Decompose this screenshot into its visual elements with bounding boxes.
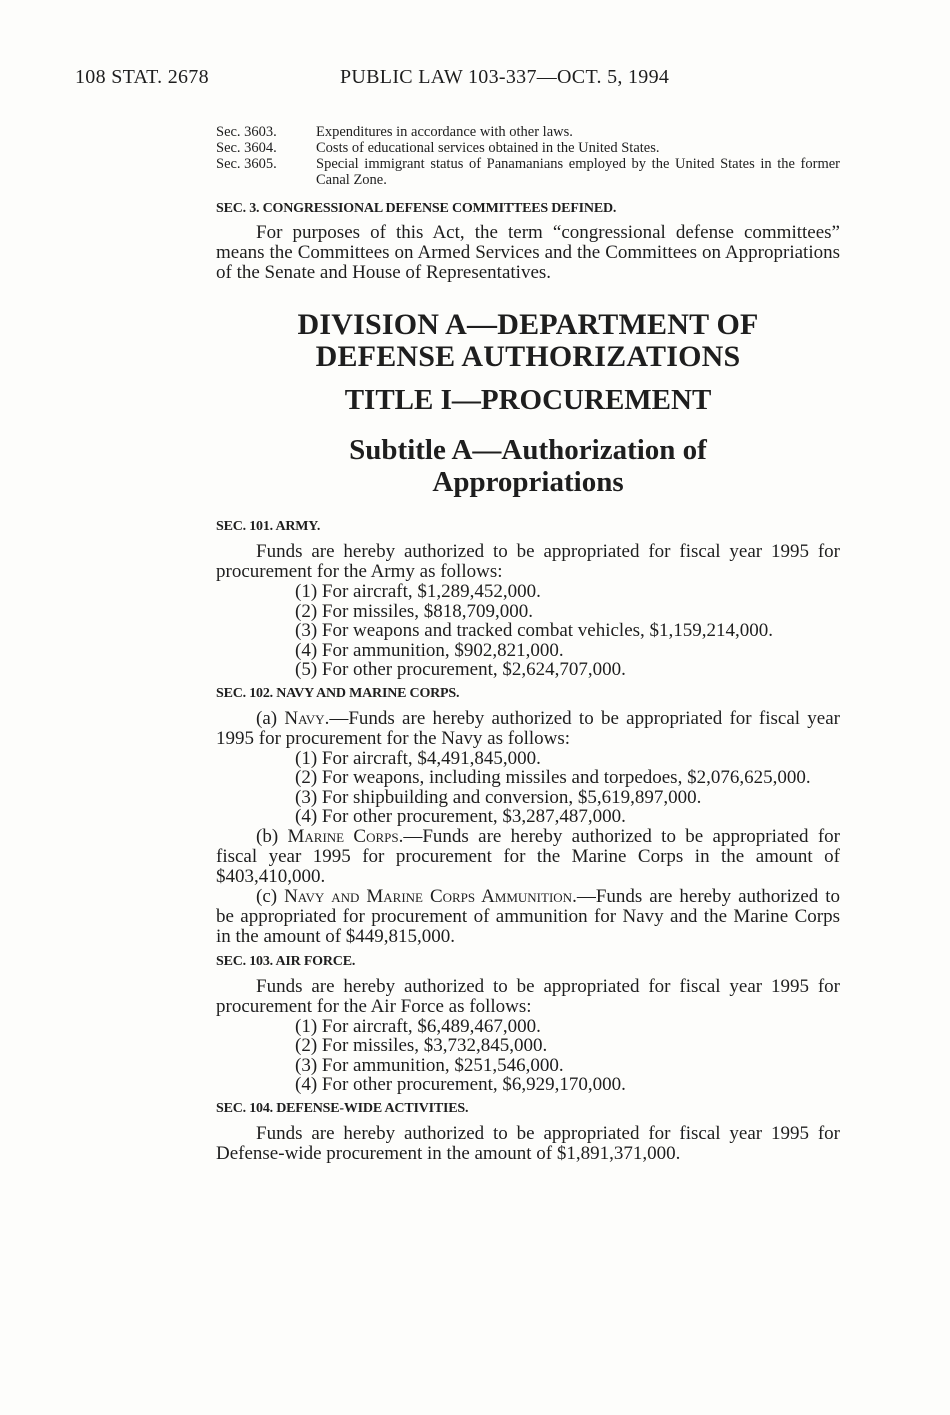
subtitle-heading <box>216 434 840 498</box>
law-citation: PUBLIC LAW 103-337—OCT. 5, 1994 <box>340 66 670 88</box>
sec102-item: (3) For shipbuilding and conversion, $5,619,897,000. <box>295 786 702 808</box>
sec103-heading: SEC. 103. AIR FORCE. <box>216 953 356 969</box>
subsection-label: (b) <box>256 825 288 847</box>
toc-text: Expenditures in accordance with other laws. <box>316 124 573 140</box>
sec103-item: (4) For other procurement, $6,929,170,000. <box>295 1074 626 1095</box>
stat-page-number: 108 STAT. 2678 <box>75 66 209 88</box>
sec102-item: (4) For other procurement, $3,287,487,000. <box>295 806 626 827</box>
sec103-item: (3) For ammunition, $251,546,000. <box>295 1054 564 1076</box>
document-body <box>216 124 840 1164</box>
sec103-intro: Funds are hereby authorized to be appropriated for fiscal year 1995 for procurement for the Air Force as follows: <box>216 975 840 1017</box>
table-of-contents <box>216 124 840 188</box>
toc-text: Costs of educational services obtained in the United States. <box>316 140 660 156</box>
toc-entry-3605 <box>216 156 840 188</box>
sec101-intro: Funds are hereby authorized to be appropriated for fiscal year 1995 for procurement for the Army as follows: <box>216 541 840 582</box>
subsection-label: (c) <box>256 885 285 907</box>
toc-text: Special immigrant status of Panamanians employed by the United States in the former Canal Zone. <box>316 156 840 188</box>
sec101-item-text: (3) For weapons and tracked combat vehicles, $1,159,214,000. <box>295 620 774 641</box>
sec103-item: (2) For missiles, $3,732,845,000. <box>295 1035 548 1056</box>
running-header <box>75 66 875 96</box>
subsection-caps: Marine Corps <box>287 825 399 847</box>
sec3-heading: SEC. 3. CONGRESSIONAL DEFENSE COMMITTEES DEFINED. <box>216 201 617 216</box>
sec102-item-text: (2) For weapons, including missiles and torpedoes, $2,076,625,000. <box>295 767 811 788</box>
subsection-text: .—Funds are hereby authorized to be appropriated for procurement of ammunition for Navy and the Marine Corps in the amount of $449,815,000. <box>216 885 840 947</box>
toc-entry-3604 <box>216 140 840 156</box>
sec101-item: (4) For ammunition, $902,821,000. <box>295 639 564 661</box>
title-heading: TITLE I—PROCUREMENT <box>344 384 712 416</box>
sec101-item: (1) For aircraft, $1,289,452,000. <box>295 581 541 602</box>
sec103-item: (1) For aircraft, $6,489,467,000. <box>295 1015 541 1037</box>
sec102-b <box>216 827 840 887</box>
division-line-2: DEFENSE AUTHORIZATIONS <box>315 340 741 373</box>
subsection-caps: Navy and Marine Corps Ammunition <box>284 885 573 907</box>
sec102-a <box>216 709 840 749</box>
sec102-item <box>216 768 840 788</box>
subsection-text: .—Funds are hereby authorized to be appropriated for fiscal year 1995 for procurement for the Marine Corps in the amount of $403,410,000. <box>216 825 840 887</box>
sec101-heading: SEC. 101. ARMY. <box>216 519 321 534</box>
sec3-body: For purposes of this Act, the term “congressional defense committees” means the Committees on Armed Services and the Committees on Appropriations of the Senate and House of Representatives. <box>216 222 840 283</box>
toc-entry-3603 <box>216 124 840 140</box>
toc-number: Sec. 3604. <box>216 140 277 156</box>
sec101-item: (5) For other procurement, $2,624,707,000. <box>295 659 626 680</box>
sec102-item: (1) For aircraft, $4,491,845,000. <box>295 747 541 769</box>
subsection-label: (a) <box>256 707 285 729</box>
sec101-item <box>216 621 840 641</box>
sec102-heading: SEC. 102. NAVY AND MARINE CORPS. <box>216 685 460 701</box>
subtitle-line-1: Subtitle A—Authorization of <box>349 434 707 466</box>
toc-number: Sec. 3605. <box>216 156 277 172</box>
subsection-text: .—Funds are hereby authorized to be appropriated for fiscal year 1995 for procurement for the Navy as follows: <box>216 707 840 749</box>
sec101-item: (2) For missiles, $818,709,000. <box>295 600 534 622</box>
sec104-heading: SEC. 104. DEFENSE-WIDE ACTIVITIES. <box>216 1100 469 1116</box>
toc-number: Sec. 3603. <box>216 124 277 140</box>
division-line-1: DIVISION A—DEPARTMENT OF <box>297 308 759 341</box>
sec104-body: Funds are hereby authorized to be appropriated for fiscal year 1995 for Defense-wide procurement in the amount of $1,891,371,000. <box>216 1122 840 1164</box>
subtitle-line-2: Appropriations <box>432 466 624 498</box>
division-heading <box>216 309 840 373</box>
sec102-c <box>216 887 840 947</box>
subsection-caps: Navy <box>284 707 325 729</box>
